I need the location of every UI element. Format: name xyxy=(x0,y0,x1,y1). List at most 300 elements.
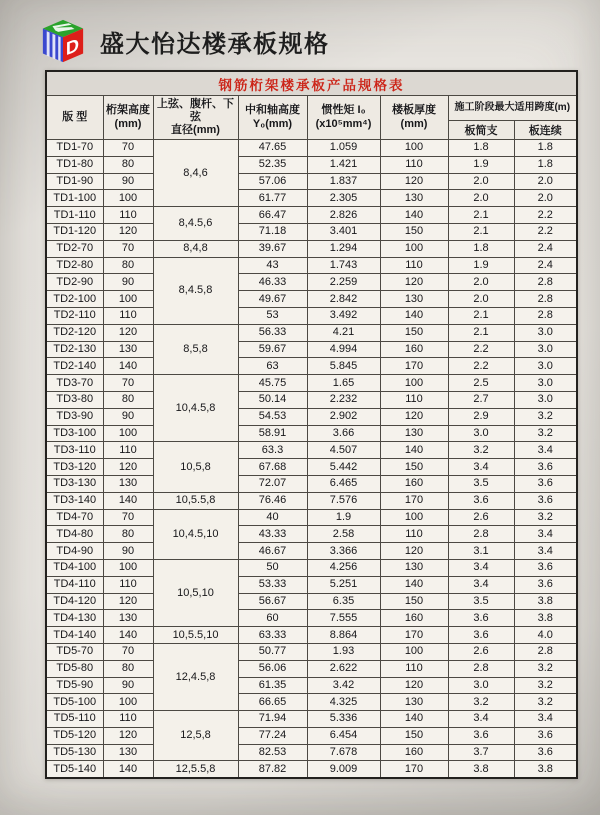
cell-model: TD4-80 xyxy=(46,526,103,543)
table-row xyxy=(46,475,577,492)
cell-neutral-axis: 50.77 xyxy=(238,643,307,660)
cell-slab-thickness: 120 xyxy=(380,274,448,291)
cell-model: TD5-110 xyxy=(46,711,103,728)
cell-model: TD2-110 xyxy=(46,307,103,324)
cell-slab-thickness: 140 xyxy=(380,442,448,459)
cell-slab-thickness: 150 xyxy=(380,593,448,610)
cell-neutral-axis: 63.33 xyxy=(238,627,307,644)
cell-span-simple: 2.7 xyxy=(448,391,514,408)
cell-span-simple: 2.6 xyxy=(448,509,514,526)
cell-span-continuous: 2.4 xyxy=(514,257,577,274)
cell-inertia: 2.842 xyxy=(307,291,380,308)
cell-neutral-axis: 61.77 xyxy=(238,190,307,207)
cell-model: TD2-70 xyxy=(46,240,103,257)
cell-neutral-axis: 82.53 xyxy=(238,744,307,761)
cell-truss-height: 130 xyxy=(103,744,153,761)
cell-span-continuous: 3.2 xyxy=(514,694,577,711)
cell-slab-thickness: 170 xyxy=(380,492,448,509)
cell-diameter: 8,4.5,8 xyxy=(153,257,238,324)
cell-model: TD1-70 xyxy=(46,140,103,157)
cell-span-simple: 3.7 xyxy=(448,744,514,761)
cell-span-simple: 2.8 xyxy=(448,526,514,543)
cell-truss-height: 140 xyxy=(103,358,153,375)
cell-inertia: 4.507 xyxy=(307,442,380,459)
cell-model: TD4-130 xyxy=(46,610,103,627)
header-line: 桁架高度 xyxy=(106,104,150,117)
cell-slab-thickness: 110 xyxy=(380,156,448,173)
cell-inertia: 6.35 xyxy=(307,593,380,610)
cell-neutral-axis: 46.67 xyxy=(238,543,307,560)
cell-neutral-axis: 46.33 xyxy=(238,274,307,291)
cell-neutral-axis: 67.68 xyxy=(238,459,307,476)
cell-slab-thickness: 100 xyxy=(380,140,448,157)
cell-neutral-axis: 63.3 xyxy=(238,442,307,459)
cell-neutral-axis: 63 xyxy=(238,358,307,375)
cell-truss-height: 90 xyxy=(103,677,153,694)
cell-inertia: 1.421 xyxy=(307,156,380,173)
cell-span-continuous: 2.8 xyxy=(514,274,577,291)
cell-span-simple: 2.0 xyxy=(448,274,514,291)
table-row xyxy=(46,727,577,744)
table-row xyxy=(46,223,577,240)
cell-span-continuous: 3.6 xyxy=(514,559,577,576)
cell-inertia: 4.256 xyxy=(307,559,380,576)
cell-model: TD4-110 xyxy=(46,576,103,593)
cell-slab-thickness: 120 xyxy=(380,408,448,425)
cell-inertia: 1.9 xyxy=(307,509,380,526)
cell-span-continuous: 2.0 xyxy=(514,173,577,190)
table-row xyxy=(46,173,577,190)
header-line: Y₀(mm) xyxy=(252,117,293,130)
cell-inertia: 8.864 xyxy=(307,627,380,644)
cell-span-simple: 3.4 xyxy=(448,459,514,476)
table-row xyxy=(46,643,577,660)
cell-span-continuous: 2.8 xyxy=(514,643,577,660)
cell-inertia: 7.576 xyxy=(307,492,380,509)
table-row xyxy=(46,492,577,509)
col-header-diameter xyxy=(153,96,238,140)
cell-slab-thickness: 130 xyxy=(380,559,448,576)
cell-span-simple: 3.6 xyxy=(448,610,514,627)
cell-span-continuous: 3.8 xyxy=(514,610,577,627)
cell-model: TD5-100 xyxy=(46,694,103,711)
cell-span-simple: 3.5 xyxy=(448,475,514,492)
cell-inertia: 1.65 xyxy=(307,375,380,392)
header-line: 楼板厚度 xyxy=(392,104,436,117)
cell-slab-thickness: 100 xyxy=(380,643,448,660)
cell-neutral-axis: 57.06 xyxy=(238,173,307,190)
cell-slab-thickness: 110 xyxy=(380,660,448,677)
table-row xyxy=(46,576,577,593)
cell-model: TD4-120 xyxy=(46,593,103,610)
cell-span-continuous: 3.2 xyxy=(514,660,577,677)
cell-truss-height: 140 xyxy=(103,492,153,509)
table-row xyxy=(46,459,577,476)
cell-truss-height: 70 xyxy=(103,240,153,257)
cell-diameter: 10,5,10 xyxy=(153,559,238,626)
cell-truss-height: 90 xyxy=(103,274,153,291)
cell-span-continuous: 2.8 xyxy=(514,307,577,324)
cell-span-continuous: 3.4 xyxy=(514,442,577,459)
cell-inertia: 1.059 xyxy=(307,140,380,157)
header-line: 中和轴高度 xyxy=(245,104,300,117)
cell-inertia: 2.58 xyxy=(307,526,380,543)
cell-diameter: 8,4,8 xyxy=(153,240,238,257)
cell-truss-height: 90 xyxy=(103,173,153,190)
cell-model: TD3-70 xyxy=(46,375,103,392)
cell-span-simple: 3.2 xyxy=(448,442,514,459)
table-row xyxy=(46,341,577,358)
cell-span-simple: 3.4 xyxy=(448,711,514,728)
cell-inertia: 5.845 xyxy=(307,358,380,375)
cell-span-continuous: 3.0 xyxy=(514,341,577,358)
cell-truss-height: 110 xyxy=(103,711,153,728)
cell-truss-height: 130 xyxy=(103,610,153,627)
cell-neutral-axis: 56.33 xyxy=(238,324,307,341)
cell-model: TD2-100 xyxy=(46,291,103,308)
cell-inertia: 1.837 xyxy=(307,173,380,190)
cell-span-continuous: 3.0 xyxy=(514,391,577,408)
cell-inertia: 2.305 xyxy=(307,190,380,207)
cell-diameter: 10,5.5,8 xyxy=(153,492,238,509)
cell-span-simple: 2.0 xyxy=(448,173,514,190)
table-row xyxy=(46,627,577,644)
cell-diameter: 10,5,8 xyxy=(153,442,238,492)
cell-inertia: 2.826 xyxy=(307,207,380,224)
cell-model: TD3-140 xyxy=(46,492,103,509)
cell-span-simple: 3.0 xyxy=(448,425,514,442)
cell-inertia: 3.66 xyxy=(307,425,380,442)
cell-neutral-axis: 39.67 xyxy=(238,240,307,257)
cell-span-continuous: 3.6 xyxy=(514,475,577,492)
table-title: 钢筋桁架楼承板产品规格表 xyxy=(46,71,577,96)
table-row xyxy=(46,257,577,274)
cell-model: TD2-80 xyxy=(46,257,103,274)
cell-span-simple: 3.6 xyxy=(448,627,514,644)
cell-inertia: 1.93 xyxy=(307,643,380,660)
cell-inertia: 3.366 xyxy=(307,543,380,560)
cell-slab-thickness: 120 xyxy=(380,173,448,190)
cell-span-continuous: 2.4 xyxy=(514,240,577,257)
table-row xyxy=(46,660,577,677)
cell-slab-thickness: 170 xyxy=(380,358,448,375)
cell-slab-thickness: 110 xyxy=(380,257,448,274)
cell-span-simple: 2.9 xyxy=(448,408,514,425)
cell-truss-height: 140 xyxy=(103,761,153,778)
cell-span-continuous: 3.6 xyxy=(514,492,577,509)
cell-truss-height: 120 xyxy=(103,223,153,240)
cell-model: TD2-120 xyxy=(46,324,103,341)
cell-neutral-axis: 61.35 xyxy=(238,677,307,694)
table-row xyxy=(46,140,577,157)
cell-truss-height: 80 xyxy=(103,257,153,274)
cell-model: TD3-130 xyxy=(46,475,103,492)
cell-span-continuous: 4.0 xyxy=(514,627,577,644)
table-row xyxy=(46,291,577,308)
cell-span-simple: 2.2 xyxy=(448,358,514,375)
cell-neutral-axis: 72.07 xyxy=(238,475,307,492)
cell-neutral-axis: 56.67 xyxy=(238,593,307,610)
cell-span-simple: 3.8 xyxy=(448,761,514,778)
cell-span-simple: 2.2 xyxy=(448,341,514,358)
table-row xyxy=(46,207,577,224)
table-row xyxy=(46,324,577,341)
cell-truss-height: 120 xyxy=(103,459,153,476)
cell-model: TD5-70 xyxy=(46,643,103,660)
cell-neutral-axis: 43 xyxy=(238,257,307,274)
cell-span-continuous: 2.2 xyxy=(514,207,577,224)
table-row xyxy=(46,543,577,560)
cell-span-continuous: 2.0 xyxy=(514,190,577,207)
cell-neutral-axis: 76.46 xyxy=(238,492,307,509)
cell-span-continuous: 3.4 xyxy=(514,526,577,543)
header-row-main xyxy=(46,96,577,121)
header-line: (x10⁵mm⁴) xyxy=(315,117,372,130)
header-line: 上弦、腹杆、下弦 xyxy=(157,97,234,123)
cell-truss-height: 80 xyxy=(103,156,153,173)
cell-inertia: 1.294 xyxy=(307,240,380,257)
cell-neutral-axis: 50 xyxy=(238,559,307,576)
cell-span-simple: 1.8 xyxy=(448,240,514,257)
cell-slab-thickness: 150 xyxy=(380,459,448,476)
table-row xyxy=(46,391,577,408)
cell-span-continuous: 3.0 xyxy=(514,324,577,341)
cell-span-simple: 2.5 xyxy=(448,375,514,392)
cell-slab-thickness: 140 xyxy=(380,576,448,593)
cell-span-simple: 2.1 xyxy=(448,207,514,224)
cell-model: TD2-140 xyxy=(46,358,103,375)
cell-slab-thickness: 100 xyxy=(380,509,448,526)
cell-truss-height: 100 xyxy=(103,694,153,711)
cell-neutral-axis: 71.18 xyxy=(238,223,307,240)
cell-slab-thickness: 150 xyxy=(380,223,448,240)
cell-span-continuous: 3.4 xyxy=(514,711,577,728)
cell-neutral-axis: 77.24 xyxy=(238,727,307,744)
svg-text:D: D xyxy=(65,33,80,60)
cell-neutral-axis: 59.67 xyxy=(238,341,307,358)
cell-span-continuous: 3.6 xyxy=(514,727,577,744)
cell-truss-height: 80 xyxy=(103,660,153,677)
cell-slab-thickness: 170 xyxy=(380,761,448,778)
cell-neutral-axis: 52.35 xyxy=(238,156,307,173)
cell-truss-height: 70 xyxy=(103,375,153,392)
cell-span-continuous: 3.8 xyxy=(514,761,577,778)
cell-model: TD5-120 xyxy=(46,727,103,744)
table-row xyxy=(46,677,577,694)
col-header-model: 版 型 xyxy=(46,96,103,140)
header-line: (mm) xyxy=(400,117,428,130)
cell-inertia: 7.555 xyxy=(307,610,380,627)
cell-span-simple: 3.2 xyxy=(448,694,514,711)
cell-truss-height: 90 xyxy=(103,408,153,425)
cell-model: TD4-140 xyxy=(46,627,103,644)
spec-table-header xyxy=(46,71,577,140)
cell-neutral-axis: 47.65 xyxy=(238,140,307,157)
cell-truss-height: 80 xyxy=(103,391,153,408)
cell-span-continuous: 3.2 xyxy=(514,408,577,425)
cell-inertia: 2.232 xyxy=(307,391,380,408)
cell-truss-height: 110 xyxy=(103,442,153,459)
cell-span-continuous: 3.2 xyxy=(514,509,577,526)
cell-diameter: 8,5,8 xyxy=(153,324,238,374)
table-row xyxy=(46,744,577,761)
page-header xyxy=(40,18,330,64)
cell-neutral-axis: 53.33 xyxy=(238,576,307,593)
cell-truss-height: 110 xyxy=(103,576,153,593)
cell-slab-thickness: 160 xyxy=(380,610,448,627)
cell-model: TD4-100 xyxy=(46,559,103,576)
cell-span-continuous: 3.4 xyxy=(514,543,577,560)
cell-span-simple: 2.1 xyxy=(448,307,514,324)
cell-inertia: 2.622 xyxy=(307,660,380,677)
cell-span-continuous: 3.6 xyxy=(514,459,577,476)
company-logo-icon xyxy=(40,18,86,64)
table-row xyxy=(46,711,577,728)
cell-model: TD4-90 xyxy=(46,543,103,560)
cell-inertia: 5.251 xyxy=(307,576,380,593)
cell-span-continuous: 3.6 xyxy=(514,576,577,593)
cell-model: TD3-90 xyxy=(46,408,103,425)
cell-neutral-axis: 54.53 xyxy=(238,408,307,425)
cell-inertia: 4.994 xyxy=(307,341,380,358)
cell-model: TD5-80 xyxy=(46,660,103,677)
cell-inertia: 5.442 xyxy=(307,459,380,476)
cell-span-continuous: 3.8 xyxy=(514,593,577,610)
cell-span-continuous: 1.8 xyxy=(514,140,577,157)
cell-truss-height: 100 xyxy=(103,190,153,207)
table-row xyxy=(46,240,577,257)
cell-diameter: 12,4.5,8 xyxy=(153,643,238,710)
cell-span-continuous: 2.2 xyxy=(514,223,577,240)
cell-model: TD1-120 xyxy=(46,223,103,240)
cell-model: TD1-110 xyxy=(46,207,103,224)
table-row xyxy=(46,156,577,173)
cell-diameter: 10,4.5,10 xyxy=(153,509,238,559)
cell-diameter: 10,5.5,10 xyxy=(153,627,238,644)
cell-truss-height: 70 xyxy=(103,140,153,157)
col-header-neutral-axis xyxy=(238,96,307,140)
table-row xyxy=(46,190,577,207)
spec-table xyxy=(45,70,578,779)
table-row xyxy=(46,307,577,324)
table-row xyxy=(46,408,577,425)
cell-neutral-axis: 49.67 xyxy=(238,291,307,308)
cell-slab-thickness: 100 xyxy=(380,375,448,392)
col-header-truss-height xyxy=(103,96,153,140)
cell-span-simple: 2.1 xyxy=(448,223,514,240)
cell-truss-height: 80 xyxy=(103,526,153,543)
cell-span-simple: 3.5 xyxy=(448,593,514,610)
cell-neutral-axis: 45.75 xyxy=(238,375,307,392)
cell-slab-thickness: 150 xyxy=(380,324,448,341)
table-row xyxy=(46,610,577,627)
table-row xyxy=(46,358,577,375)
cell-slab-thickness: 160 xyxy=(380,475,448,492)
cell-model: TD5-90 xyxy=(46,677,103,694)
cell-neutral-axis: 71.94 xyxy=(238,711,307,728)
cell-span-continuous: 3.6 xyxy=(514,744,577,761)
col-header-span-simple: 板简支 xyxy=(448,121,514,140)
cell-truss-height: 70 xyxy=(103,509,153,526)
col-header-inertia xyxy=(307,96,380,140)
cell-neutral-axis: 60 xyxy=(238,610,307,627)
cell-span-simple: 1.8 xyxy=(448,140,514,157)
cell-truss-height: 120 xyxy=(103,593,153,610)
cell-truss-height: 110 xyxy=(103,207,153,224)
cell-span-simple: 3.4 xyxy=(448,559,514,576)
col-header-span-continuous: 板连续 xyxy=(514,121,577,140)
cell-truss-height: 100 xyxy=(103,559,153,576)
cell-truss-height: 100 xyxy=(103,291,153,308)
page-title: 盛大怡达楼承板规格 xyxy=(100,30,330,58)
cell-truss-height: 130 xyxy=(103,341,153,358)
cell-span-simple: 1.9 xyxy=(448,257,514,274)
cell-inertia: 2.259 xyxy=(307,274,380,291)
cell-inertia: 7.678 xyxy=(307,744,380,761)
cell-span-simple: 2.8 xyxy=(448,660,514,677)
cell-span-simple: 3.4 xyxy=(448,576,514,593)
cell-model: TD3-80 xyxy=(46,391,103,408)
table-row xyxy=(46,375,577,392)
cell-slab-thickness: 130 xyxy=(380,190,448,207)
cell-model: TD5-130 xyxy=(46,744,103,761)
cell-truss-height: 100 xyxy=(103,425,153,442)
cell-model: TD3-100 xyxy=(46,425,103,442)
cell-span-simple: 1.9 xyxy=(448,156,514,173)
cell-span-simple: 2.0 xyxy=(448,190,514,207)
cell-model: TD3-110 xyxy=(46,442,103,459)
cell-slab-thickness: 120 xyxy=(380,543,448,560)
cell-slab-thickness: 160 xyxy=(380,341,448,358)
cell-neutral-axis: 66.65 xyxy=(238,694,307,711)
cell-truss-height: 140 xyxy=(103,627,153,644)
cell-inertia: 3.492 xyxy=(307,307,380,324)
cell-slab-thickness: 150 xyxy=(380,727,448,744)
cell-span-simple: 3.1 xyxy=(448,543,514,560)
cell-model: TD1-90 xyxy=(46,173,103,190)
cell-span-continuous: 3.2 xyxy=(514,425,577,442)
cell-inertia: 4.325 xyxy=(307,694,380,711)
cell-truss-height: 90 xyxy=(103,543,153,560)
cell-neutral-axis: 87.82 xyxy=(238,761,307,778)
cell-model: TD1-100 xyxy=(46,190,103,207)
cell-neutral-axis: 53 xyxy=(238,307,307,324)
cell-model: TD2-90 xyxy=(46,274,103,291)
col-header-span-group: 施工阶段最大适用跨度(m) xyxy=(448,96,577,121)
cell-inertia: 9.009 xyxy=(307,761,380,778)
cell-inertia: 5.336 xyxy=(307,711,380,728)
cell-span-continuous: 1.8 xyxy=(514,156,577,173)
cell-diameter: 10,4.5,8 xyxy=(153,375,238,442)
cell-inertia: 6.465 xyxy=(307,475,380,492)
cell-slab-thickness: 120 xyxy=(380,677,448,694)
cell-truss-height: 110 xyxy=(103,307,153,324)
cell-slab-thickness: 130 xyxy=(380,425,448,442)
cell-truss-height: 120 xyxy=(103,324,153,341)
table-row xyxy=(46,442,577,459)
cell-span-simple: 2.0 xyxy=(448,291,514,308)
table-row xyxy=(46,593,577,610)
table-row xyxy=(46,425,577,442)
cell-slab-thickness: 140 xyxy=(380,207,448,224)
cell-model: TD1-80 xyxy=(46,156,103,173)
cell-span-simple: 2.6 xyxy=(448,643,514,660)
cell-truss-height: 120 xyxy=(103,727,153,744)
table-title-row xyxy=(46,71,577,96)
cell-span-continuous: 3.0 xyxy=(514,375,577,392)
header-line: 直径(mm) xyxy=(171,124,220,137)
cell-inertia: 3.42 xyxy=(307,677,380,694)
